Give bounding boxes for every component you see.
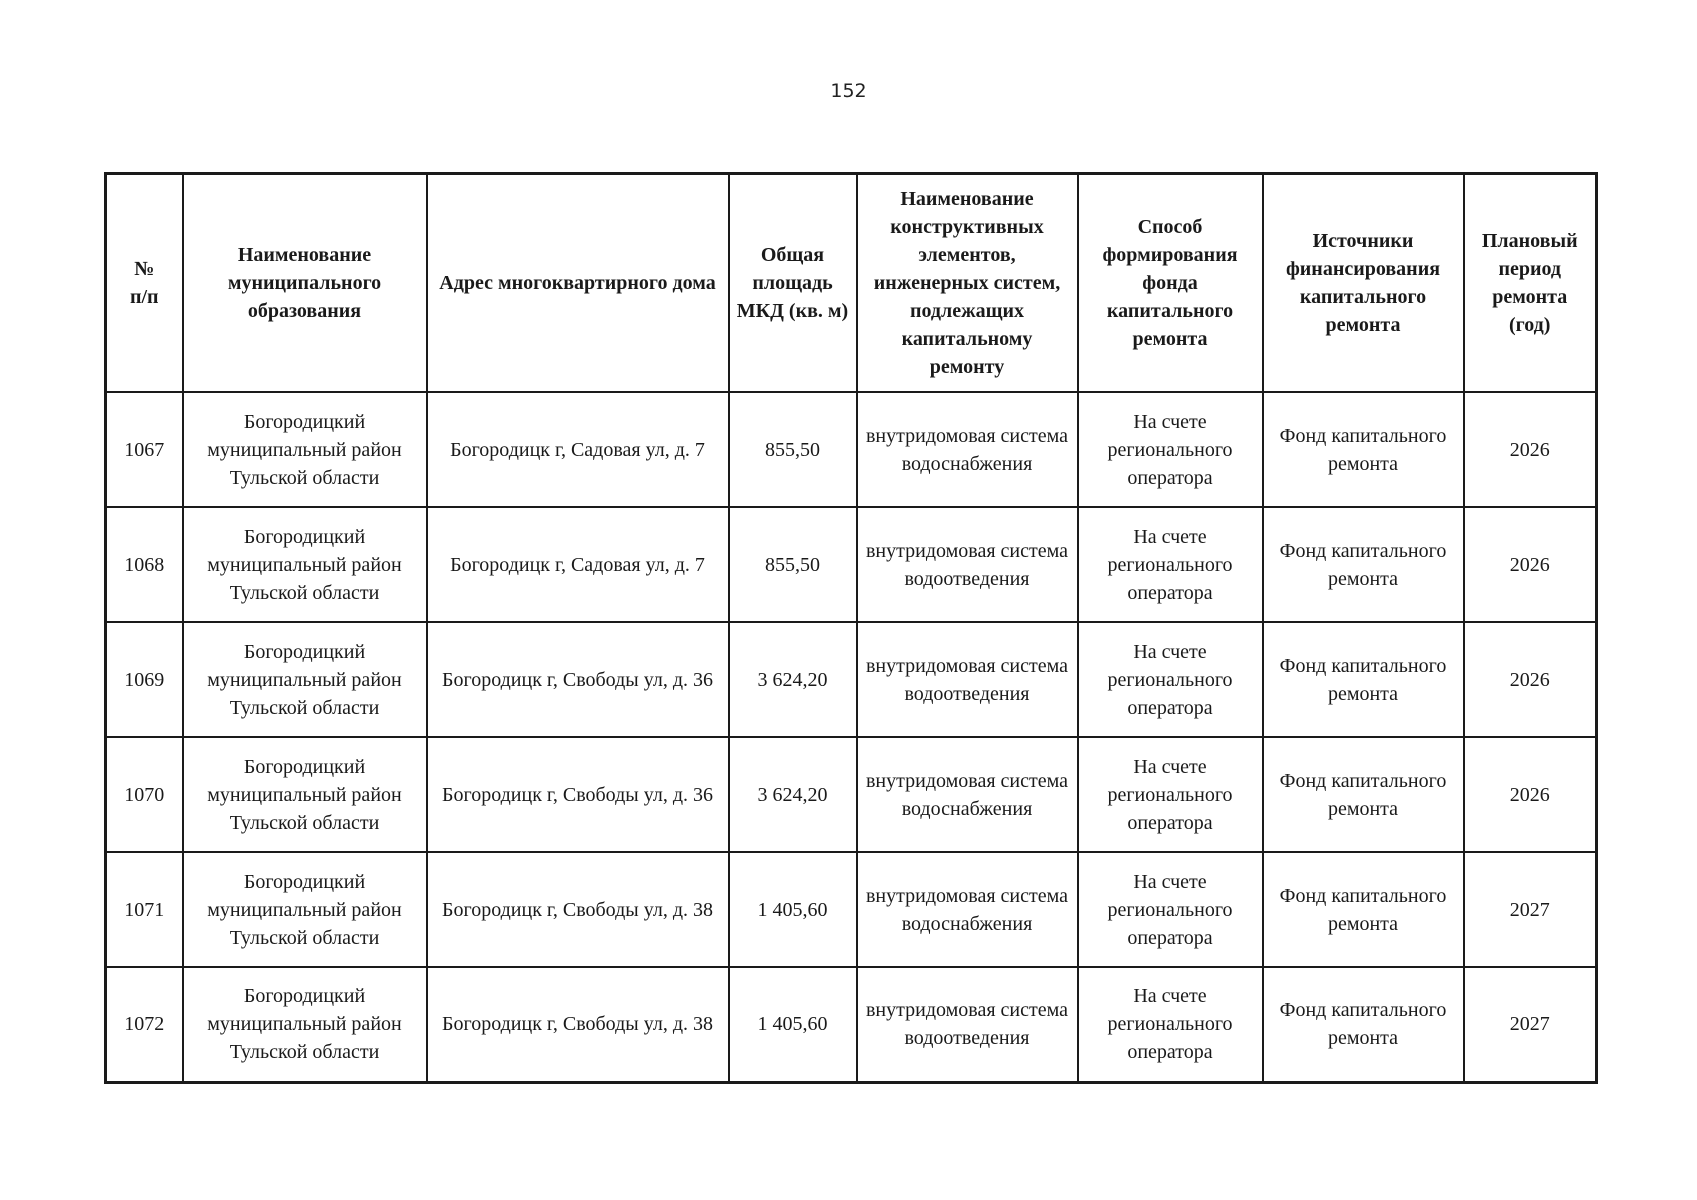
header-funding-source: Источники финансирования капитального ремонта [1263, 174, 1464, 393]
cell-area: 3 624,20 [729, 622, 857, 737]
cell-row-number: 1070 [106, 737, 183, 852]
header-municipality: Наименование муниципального образования [183, 174, 427, 393]
cell-element: внутридомовая система водоснабжения [857, 392, 1078, 507]
header-address: Адрес многоквартирного дома [427, 174, 729, 393]
cell-area: 1 405,60 [729, 967, 857, 1082]
cell-element: внутридомовая система водоотведения [857, 967, 1078, 1082]
cell-area: 1 405,60 [729, 852, 857, 967]
cell-planned-year: 2026 [1464, 507, 1597, 622]
table-row [106, 967, 1597, 1082]
cell-municipality: Богородицкий муниципальный район Тульской области [183, 852, 427, 967]
cell-element: внутридомовая система водоснабжения [857, 737, 1078, 852]
cell-municipality: Богородицкий муниципальный район Тульской области [183, 737, 427, 852]
cell-row-number: 1072 [106, 967, 183, 1082]
cell-funding-source: Фонд капитального ремонта [1263, 967, 1464, 1082]
cell-funding-source: Фонд капитального ремонта [1263, 852, 1464, 967]
header-row-number: № п/п [106, 174, 183, 393]
cell-element: внутридомовая система водоотведения [857, 622, 1078, 737]
cell-planned-year: 2027 [1464, 967, 1597, 1082]
cell-address: Богородицк г, Садовая ул, д. 7 [427, 507, 729, 622]
table-row [106, 737, 1597, 852]
cell-fund-method: На счете регионального оператора [1078, 737, 1263, 852]
cell-fund-method: На счете регионального оператора [1078, 622, 1263, 737]
table-row [106, 392, 1597, 507]
header-elements: Наименование конструктивных элементов, инженерных систем, подлежащих капитальному ремонту [857, 174, 1078, 393]
cell-funding-source: Фонд капитального ремонта [1263, 622, 1464, 737]
table-row [106, 852, 1597, 967]
cell-planned-year: 2026 [1464, 622, 1597, 737]
cell-municipality: Богородицкий муниципальный район Тульской области [183, 967, 427, 1082]
cell-address: Богородицк г, Свободы ул, д. 36 [427, 737, 729, 852]
cell-address: Богородицк г, Свободы ул, д. 38 [427, 852, 729, 967]
cell-funding-source: Фонд капитального ремонта [1263, 507, 1464, 622]
table-row [106, 622, 1597, 737]
page-number: 152 [830, 80, 867, 102]
cell-planned-year: 2026 [1464, 737, 1597, 852]
cell-row-number: 1068 [106, 507, 183, 622]
cell-fund-method: На счете регионального оператора [1078, 507, 1263, 622]
cell-funding-source: Фонд капитального ремонта [1263, 392, 1464, 507]
cell-row-number: 1069 [106, 622, 183, 737]
cell-row-number: 1067 [106, 392, 183, 507]
cell-fund-method: На счете регионального оператора [1078, 852, 1263, 967]
cell-element: внутридомовая система водоснабжения [857, 852, 1078, 967]
cell-planned-year: 2027 [1464, 852, 1597, 967]
cell-planned-year: 2026 [1464, 392, 1597, 507]
cell-address: Богородицк г, Свободы ул, д. 38 [427, 967, 729, 1082]
cell-area: 855,50 [729, 507, 857, 622]
cell-row-number: 1071 [106, 852, 183, 967]
cell-municipality: Богородицкий муниципальный район Тульской области [183, 392, 427, 507]
cell-fund-method: На счете регионального оператора [1078, 392, 1263, 507]
cell-address: Богородицк г, Садовая ул, д. 7 [427, 392, 729, 507]
cell-municipality: Богородицкий муниципальный район Тульской области [183, 507, 427, 622]
cell-area: 3 624,20 [729, 737, 857, 852]
cell-address: Богородицк г, Свободы ул, д. 36 [427, 622, 729, 737]
cell-funding-source: Фонд капитального ремонта [1263, 737, 1464, 852]
header-area: Общая площадь МКД (кв. м) [729, 174, 857, 393]
cell-element: внутридомовая система водоотведения [857, 507, 1078, 622]
cell-fund-method: На счете регионального оператора [1078, 967, 1263, 1082]
cell-area: 855,50 [729, 392, 857, 507]
repair-register-table [104, 172, 1598, 1084]
header-fund-method: Способ формирования фонда капитального ремонта [1078, 174, 1263, 393]
table-header-row [106, 174, 1597, 393]
cell-municipality: Богородицкий муниципальный район Тульской области [183, 622, 427, 737]
header-planned-year: Плановый период ремонта (год) [1464, 174, 1597, 393]
table-row [106, 507, 1597, 622]
